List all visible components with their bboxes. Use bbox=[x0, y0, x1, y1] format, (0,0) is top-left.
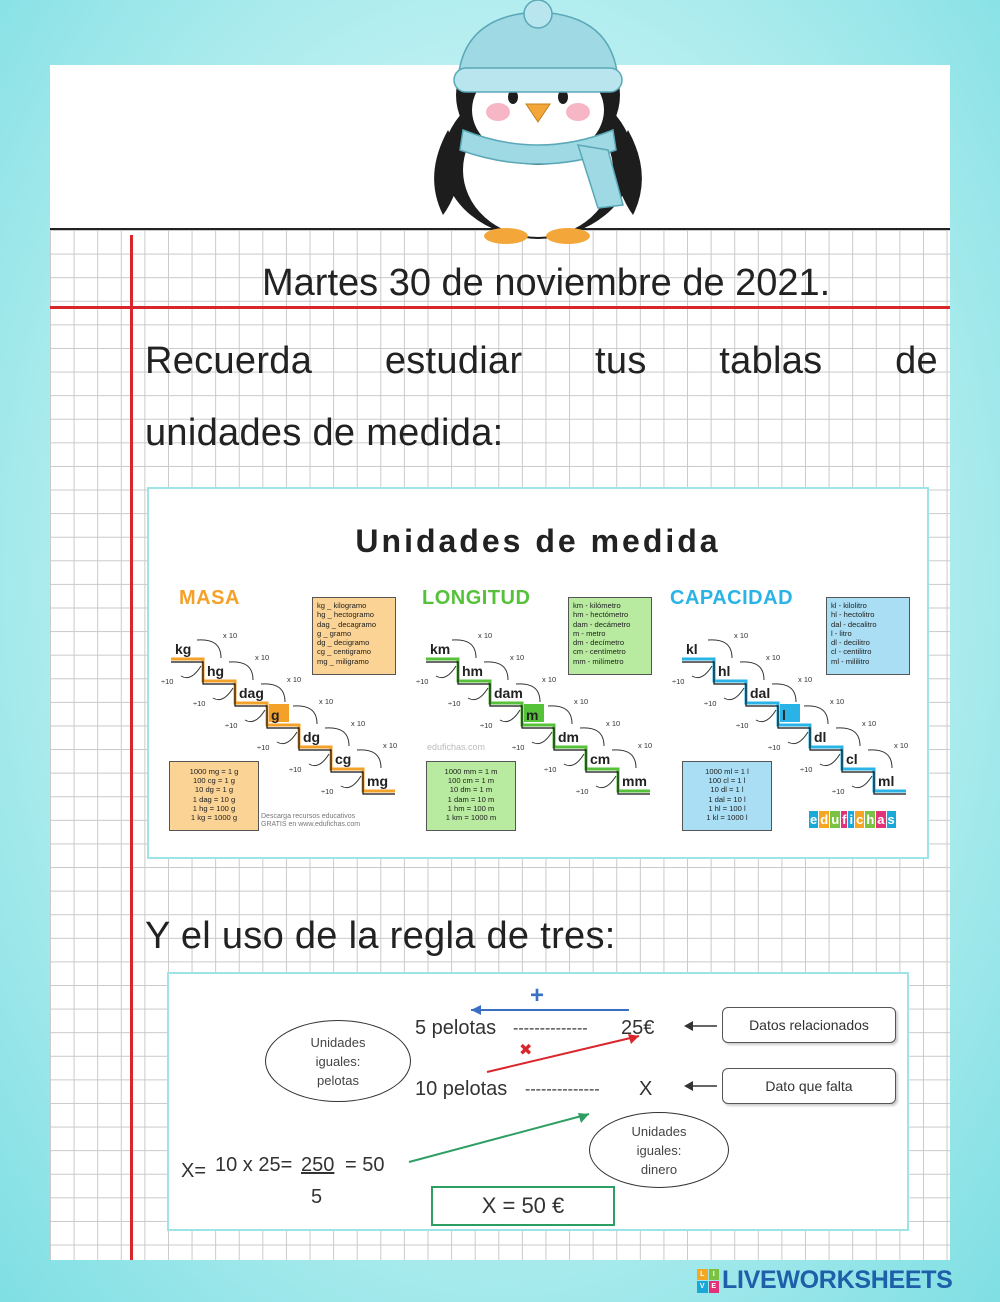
badge-letter: I bbox=[709, 1269, 720, 1281]
legend-entry: dam - decámetro bbox=[573, 619, 631, 629]
step-unit-label: dal bbox=[750, 685, 771, 701]
legend-entry: dm - decímetro bbox=[573, 638, 625, 648]
logo-letter: f bbox=[842, 812, 847, 827]
logo-letter: d bbox=[820, 812, 829, 827]
row1-left: 5 pelotas bbox=[415, 1017, 497, 1039]
step-unit-label: hl bbox=[718, 663, 731, 679]
legend-entry: hl - hectolitro bbox=[831, 610, 875, 620]
divide-label: ÷10 bbox=[161, 677, 174, 686]
times-sign: ✖ bbox=[519, 1042, 533, 1059]
equivalence: 1 hl = 100 l bbox=[708, 803, 746, 813]
divide-arrow bbox=[341, 776, 361, 788]
multiply-label: x 10 bbox=[574, 697, 589, 706]
step-unit-label: kl bbox=[686, 641, 698, 657]
divide-label: ÷10 bbox=[800, 765, 813, 774]
legend-entry: mm - milímetro bbox=[573, 656, 624, 666]
liveworksheets-brand: LIVEWORKSHEETS bbox=[722, 1266, 953, 1294]
divide-label: ÷10 bbox=[225, 721, 238, 730]
equivalence: 1 hm = 100 m bbox=[447, 803, 495, 813]
multiply-arrow bbox=[772, 684, 796, 702]
row1-dashes: -------------- bbox=[513, 1020, 588, 1037]
edufichas-logo bbox=[809, 811, 897, 828]
step-unit-label: dag bbox=[239, 685, 264, 701]
equivalences-mass bbox=[169, 761, 259, 831]
equivalences-capacity bbox=[682, 761, 772, 831]
logo-letter: h bbox=[866, 812, 875, 827]
step-unit-label: dg bbox=[303, 729, 321, 745]
logo-letter: a bbox=[877, 812, 885, 827]
unit-staircases bbox=[149, 489, 927, 857]
step-unit-label: hm bbox=[462, 663, 483, 679]
divide-arrow bbox=[852, 776, 872, 788]
equivalences-length bbox=[426, 761, 516, 831]
divide-label: ÷10 bbox=[257, 743, 270, 752]
penguin-illustration bbox=[418, 0, 658, 245]
equivalence: 1 hg = 100 g bbox=[192, 803, 236, 813]
oval-text: Unidades iguales: pelotas bbox=[310, 1034, 366, 1088]
legend-entry: kl - kilolitro bbox=[831, 601, 867, 610]
site-watermark: edufichas.com bbox=[427, 742, 486, 752]
equivalence: 1000 ml = 1 l bbox=[705, 767, 749, 776]
divide-label: ÷10 bbox=[544, 765, 557, 774]
legend-entry: m - metro bbox=[573, 628, 606, 638]
step-unit-label: kg bbox=[175, 641, 192, 657]
units-of-measure-card bbox=[147, 487, 929, 859]
step-unit-label: cg bbox=[335, 751, 352, 767]
legend-entry: mg _ miligramo bbox=[317, 656, 369, 666]
divide-arrow bbox=[692, 666, 712, 678]
oval-text: Unidades iguales: dinero bbox=[631, 1123, 687, 1177]
intro-word: tablas bbox=[719, 340, 823, 382]
multiply-label: x 10 bbox=[287, 675, 302, 684]
divide-label: ÷10 bbox=[512, 743, 525, 752]
divide-arrow bbox=[820, 754, 840, 766]
multiply-arrow bbox=[261, 684, 285, 702]
multiply-label: x 10 bbox=[830, 697, 845, 706]
step-unit-label: dam bbox=[494, 685, 523, 701]
divide-label: ÷10 bbox=[576, 787, 589, 796]
legend-entry: km - kilómetro bbox=[573, 601, 621, 610]
divide-arrow bbox=[277, 732, 297, 744]
step-unit-label: km bbox=[430, 641, 451, 657]
intro-line-2: unidades de medida: bbox=[145, 412, 504, 454]
multiply-label: x 10 bbox=[638, 741, 653, 750]
equivalence: 1 dag = 10 g bbox=[192, 794, 236, 804]
multiply-arrow bbox=[580, 728, 604, 746]
multiply-label: x 10 bbox=[606, 719, 621, 728]
legend-entry: cl - centilitro bbox=[831, 647, 872, 657]
equivalence: 1 km = 1000 m bbox=[445, 813, 497, 823]
multiply-arrow bbox=[548, 706, 572, 724]
equivalence: 100 cg = 1 g bbox=[192, 776, 235, 786]
date-heading: Martes 30 de noviembre de 2021. bbox=[262, 262, 831, 304]
logo-letter: s bbox=[887, 812, 895, 827]
equivalence: 10 dg = 1 g bbox=[194, 785, 234, 795]
legend-entry: hg _ hectogramo bbox=[317, 610, 374, 620]
intro-word: Recuerda bbox=[145, 340, 313, 382]
intro-word: de bbox=[895, 340, 938, 382]
equivalence: 1000 mg = 1 g bbox=[189, 767, 239, 776]
badge-letter: L bbox=[697, 1269, 708, 1281]
step-unit-label: mg bbox=[367, 773, 388, 789]
multiply-label: x 10 bbox=[223, 631, 238, 640]
oval-same-units-balls bbox=[265, 1020, 411, 1102]
divide-arrow bbox=[596, 776, 616, 788]
multiply-arrow bbox=[325, 728, 349, 746]
equivalence: 100 cm = 1 m bbox=[447, 776, 495, 786]
plus-sign: + bbox=[530, 982, 545, 1009]
legend-entry: l - litro bbox=[831, 628, 852, 638]
divide-arrow bbox=[788, 732, 808, 744]
result-box: X = 50 € bbox=[431, 1186, 615, 1226]
multiply-arrow bbox=[836, 728, 860, 746]
rule-of-three-intro: Y el uso de la regla de tres: bbox=[145, 915, 616, 957]
margin-line-horizontal bbox=[50, 306, 950, 309]
divide-arrow bbox=[436, 666, 456, 678]
multiply-arrow bbox=[452, 640, 476, 658]
section-title-mass: MASA bbox=[179, 587, 240, 609]
credit-line: GRATIS en www.edufichas.com bbox=[261, 821, 361, 828]
margin-line-vertical bbox=[130, 235, 133, 1260]
multiply-label: x 10 bbox=[478, 631, 493, 640]
row2-left: 10 pelotas bbox=[415, 1078, 508, 1100]
divide-label: ÷10 bbox=[704, 699, 717, 708]
step-unit-label: dm bbox=[558, 729, 579, 745]
equivalence: 1 dal = 10 l bbox=[708, 794, 746, 804]
formula-tail: = 50 bbox=[345, 1154, 385, 1176]
logo-letter: u bbox=[831, 812, 840, 827]
formula-denominator: 5 bbox=[311, 1186, 323, 1208]
divide-label: ÷10 bbox=[448, 699, 461, 708]
step-unit-label: hg bbox=[207, 663, 225, 679]
divide-arrow bbox=[500, 710, 520, 722]
formula-numerator: 250 bbox=[301, 1154, 335, 1176]
multiply-label: x 10 bbox=[383, 741, 398, 750]
divide-arrow bbox=[756, 710, 776, 722]
multiply-label: x 10 bbox=[862, 719, 877, 728]
multiply-label: x 10 bbox=[510, 653, 525, 662]
step-unit-label: m bbox=[526, 707, 539, 723]
multiply-label: x 10 bbox=[319, 697, 334, 706]
step-unit-label: cm bbox=[590, 751, 611, 767]
row2-right: X bbox=[639, 1078, 653, 1100]
legend-entry: cm - centímetro bbox=[573, 647, 626, 657]
divide-arrow bbox=[564, 754, 584, 766]
step-unit-label: g bbox=[271, 707, 280, 723]
multiply-arrow bbox=[357, 750, 381, 768]
legend-entry: kg _ kilogramo bbox=[317, 601, 367, 610]
oval-same-units-money bbox=[589, 1112, 729, 1188]
divide-label: ÷10 bbox=[832, 787, 845, 796]
section-title-length: LONGITUD bbox=[422, 587, 531, 609]
divide-label: ÷10 bbox=[289, 765, 302, 774]
credit-text bbox=[261, 813, 360, 829]
logo-letter: e bbox=[810, 812, 818, 827]
divide-label: ÷10 bbox=[672, 677, 685, 686]
multiply-arrow bbox=[484, 662, 508, 680]
equivalence: 100 cl = 1 l bbox=[708, 776, 746, 786]
divide-arrow bbox=[213, 688, 233, 700]
divide-arrow bbox=[309, 754, 329, 766]
formula-prefix: X= bbox=[181, 1160, 207, 1182]
multiply-arrow bbox=[740, 662, 764, 680]
multiply-label: x 10 bbox=[766, 653, 781, 662]
rule-of-three-card bbox=[167, 972, 909, 1231]
multiply-arrow bbox=[708, 640, 732, 658]
section-title-capacity: CAPACIDAD bbox=[670, 587, 794, 609]
equivalence: 1 kg = 1000 g bbox=[190, 813, 238, 823]
equivalence: 1000 mm = 1 m bbox=[444, 767, 498, 776]
multiply-label: x 10 bbox=[894, 741, 909, 750]
equivalence: 10 dl = 1 l bbox=[710, 785, 744, 795]
credit-line: Descarga recursos educativos bbox=[261, 813, 356, 820]
tag-related-data: Datos relacionados bbox=[722, 1007, 896, 1043]
row1-right: 25€ bbox=[621, 1017, 655, 1039]
divide-arrow bbox=[532, 732, 552, 744]
formula-main: 10 x 25= bbox=[215, 1154, 293, 1176]
divide-label: ÷10 bbox=[321, 787, 334, 796]
divide-label: ÷10 bbox=[480, 721, 493, 730]
multiply-arrow bbox=[293, 706, 317, 724]
logo-letter: c bbox=[856, 812, 864, 827]
multiply-arrow bbox=[868, 750, 892, 768]
intro-word: tus bbox=[595, 340, 647, 382]
intro-word: estudiar bbox=[384, 340, 523, 382]
step-unit-label: mm bbox=[622, 773, 647, 789]
divide-label: ÷10 bbox=[736, 721, 749, 730]
legend-entry: dal - decalitro bbox=[831, 619, 877, 629]
legend-entry: cg _ centigramo bbox=[317, 647, 372, 657]
legend-entry: ml - mililitro bbox=[831, 656, 870, 666]
multiply-label: x 10 bbox=[542, 675, 557, 684]
badge-letter: V bbox=[697, 1281, 708, 1293]
intro-line-1 bbox=[145, 340, 938, 383]
legend-entry: dg _ decigramo bbox=[317, 638, 370, 648]
step-unit-label: l bbox=[782, 707, 786, 723]
divide-arrow bbox=[468, 688, 488, 700]
multiply-arrow bbox=[612, 750, 636, 768]
multiply-arrow bbox=[229, 662, 253, 680]
equivalence: 10 dm = 1 m bbox=[449, 785, 493, 795]
divide-label: ÷10 bbox=[768, 743, 781, 752]
divide-label: ÷10 bbox=[193, 699, 206, 708]
legend-entry: g _ gramo bbox=[317, 628, 352, 638]
units-title: Unidades de medida bbox=[355, 523, 721, 559]
divide-label: ÷10 bbox=[416, 677, 429, 686]
multiply-label: x 10 bbox=[255, 653, 270, 662]
legend-entry: hm - hectómetro bbox=[573, 610, 629, 620]
step-unit-label: cl bbox=[846, 751, 858, 767]
divide-arrow bbox=[245, 710, 265, 722]
equivalence: 1 kl = 1000 l bbox=[706, 813, 748, 823]
step-unit-label: ml bbox=[878, 773, 895, 789]
tag-missing-data: Dato que falta bbox=[722, 1068, 896, 1104]
multiply-label: x 10 bbox=[734, 631, 749, 640]
multiply-arrow bbox=[804, 706, 828, 724]
liveworksheets-badge-icon bbox=[697, 1269, 719, 1293]
liveworksheets-logo[interactable] bbox=[697, 1266, 953, 1295]
multiply-label: x 10 bbox=[351, 719, 366, 728]
step-unit-label: dl bbox=[814, 729, 827, 745]
legend-entry: dl - decilitro bbox=[831, 638, 870, 648]
equivalence: 1 dam = 10 m bbox=[447, 794, 495, 804]
multiply-label: x 10 bbox=[798, 675, 813, 684]
badge-letter: E bbox=[709, 1281, 720, 1293]
row2-dashes: -------------- bbox=[525, 1081, 600, 1098]
divide-arrow bbox=[181, 666, 201, 678]
logo-letter: i bbox=[849, 812, 854, 827]
legend-entry: dag _ decagramo bbox=[317, 619, 377, 629]
multiply-arrow bbox=[197, 640, 221, 658]
divide-arrow bbox=[724, 688, 744, 700]
